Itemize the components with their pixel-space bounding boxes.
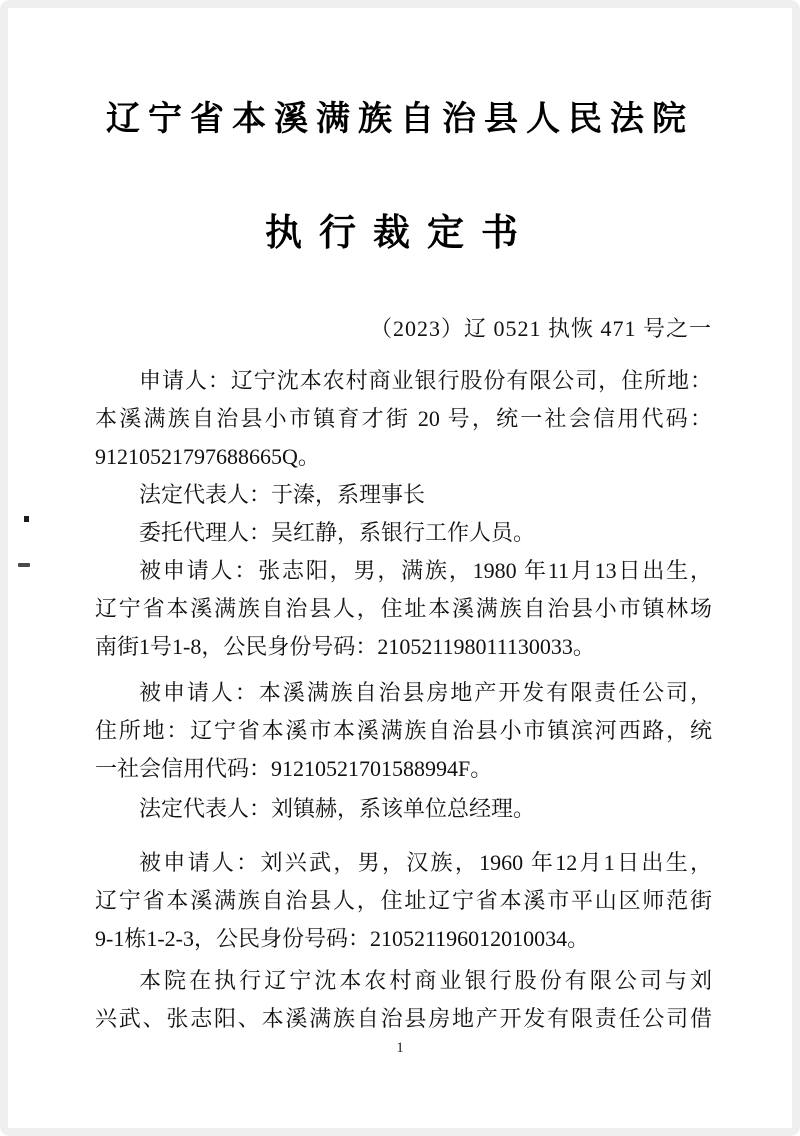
document-page xyxy=(8,8,792,1128)
document-line: 辽宁省本溪满族自治县人，住址辽宁省本溪市平山区师范街 xyxy=(95,888,712,913)
page-number: 1 xyxy=(396,1040,404,1056)
document-line: 法定代表人：于溱，系理事长 xyxy=(139,482,426,507)
document-line: 辽宁省本溪满族自治县人，住址本溪满族自治县小市镇林场 xyxy=(95,596,712,621)
document-body xyxy=(95,362,712,1038)
document-content xyxy=(8,314,792,1038)
document-line: 法定代表人：刘镇赫，系该单位总经理。 xyxy=(139,796,536,821)
document-title: 执行裁定书 xyxy=(265,211,535,254)
document-line: 9-1栋1-2-3，公民身份号码：210521196012010034。 xyxy=(95,926,590,951)
document-line: 91210521797688665Q。 xyxy=(95,444,320,469)
document-line: 南街1号1-8，公民身份号码：210521198011130033。 xyxy=(95,634,595,659)
document-line: 兴武、张志阳、本溪满族自治县房地产开发有限责任公司借 xyxy=(95,1006,712,1031)
document-line: 住所地：辽宁省本溪市本溪满族自治县小市镇滨河西路，统 xyxy=(95,718,712,743)
scan-artifact-dot-icon xyxy=(24,516,29,522)
case-number: （2023）辽 0521 执恢 471 号之一 xyxy=(369,316,712,341)
document-line: 被申请人：刘兴武，男，汉族，1960 年12月1日出生， xyxy=(139,850,712,875)
document-line: 本院在执行辽宁沈本农村商业银行股份有限公司与刘 xyxy=(139,968,712,993)
court-name-heading: 辽宁省本溪满族自治县人民法院 xyxy=(106,99,694,139)
scan-artifact-dash-icon xyxy=(18,563,30,567)
document-line: 本溪满族自治县小市镇育才街 20 号，统一社会信用代码： xyxy=(95,406,712,431)
document-line: 被申请人：本溪满族自治县房地产开发有限责任公司， xyxy=(139,680,712,705)
document-line: 被申请人：张志阳，男，满族，1980 年11月13日出生， xyxy=(139,558,712,583)
document-line: 申请人：辽宁沈本农村商业银行股份有限公司，住所地： xyxy=(139,368,712,393)
document-line: 委托代理人：吴红静，系银行工作人员。 xyxy=(139,520,536,545)
document-line: 一社会信用代码：91210521701588994F。 xyxy=(95,756,493,781)
